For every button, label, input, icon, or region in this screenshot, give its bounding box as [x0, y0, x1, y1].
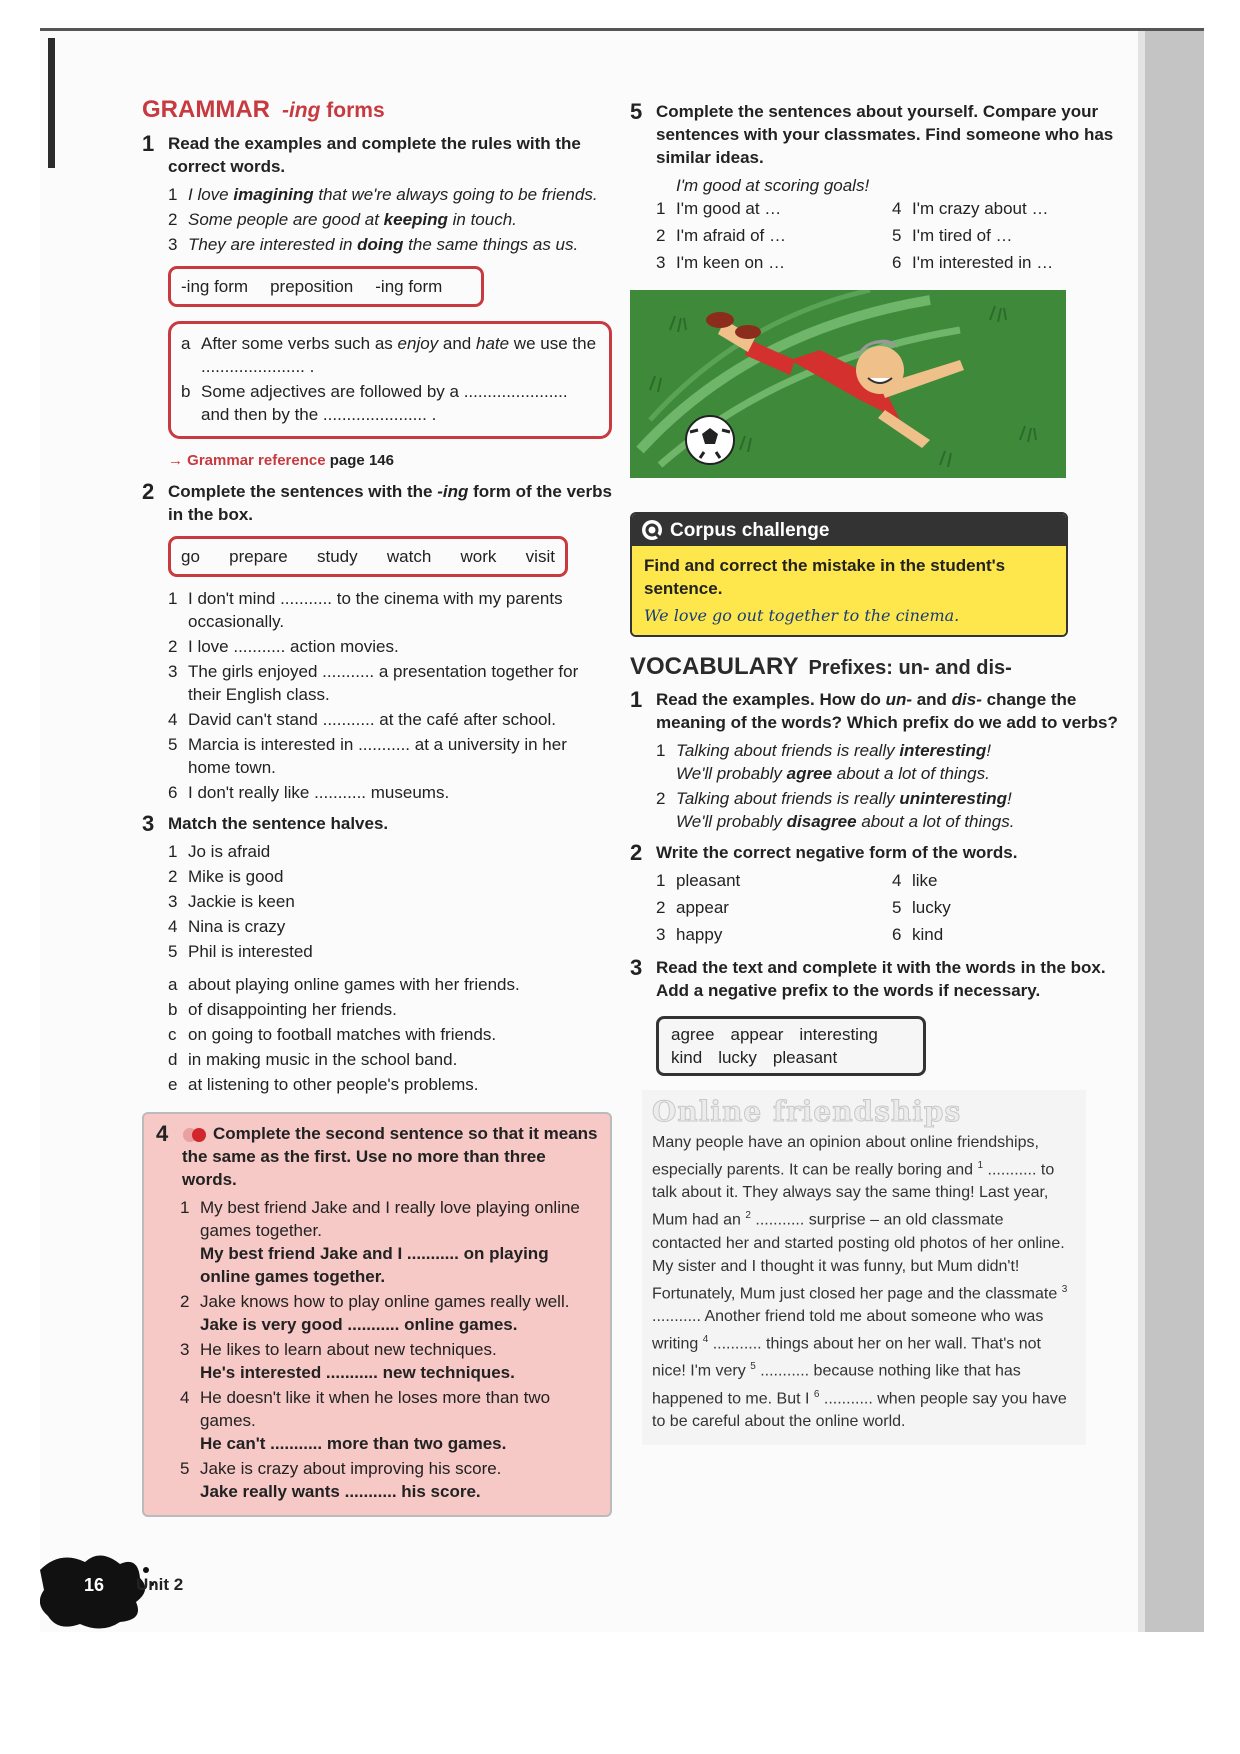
list-item: 1 Jo is afraid: [168, 842, 271, 861]
word-option: lucky: [718, 1048, 757, 1067]
student-sentence: We love go out together to the cinema.: [644, 606, 960, 625]
list-item: 6 I don't really like ........... museums.: [168, 783, 450, 802]
reading-title: Online friendships: [652, 1095, 962, 1128]
list-item: 3 The girls enjoyed ........... a presentation together for their English class.: [168, 662, 579, 704]
list-item: c on going to football matches with friends.: [168, 1025, 497, 1044]
word-option: go: [181, 547, 200, 566]
list-item: 2 I love ........... action movies.: [168, 637, 399, 656]
list-item: 4 like: [892, 871, 938, 890]
vocab-exercise-1-instruction: 1 Read the examples. How do un- and dis- change the meaning of the words? Which prefix do we add to verbs?: [630, 687, 1118, 732]
vocabulary-title: VOCABULARY: [630, 653, 799, 680]
list-item: b of disappointing her friends.: [168, 1000, 397, 1019]
top-edge: [40, 28, 1204, 31]
corpus-logo-icon: [640, 518, 666, 542]
list-item: 4 He doesn't like it when he loses more than two games. He can't ........... more than two games.: [180, 1388, 551, 1453]
word-option: pleasant: [772, 1048, 838, 1067]
exercise-3-endings: [168, 973, 612, 1096]
list-item: 5 Marcia is interested in ........... at a university in her home town.: [168, 735, 567, 777]
list-item: 1 I love imagining that we're always going to be friends.: [168, 185, 598, 204]
exercise-2-instruction: 2 Complete the sentences with the -ing form of the verbs in the box.: [142, 479, 612, 524]
vocab-exercise-3-instruction: 3 Read the text and complete it with the words in the box. Add a negative prefix to the words if necessary.: [630, 955, 1106, 1000]
exercise-number: 3: [630, 955, 643, 980]
word-row: [671, 1046, 911, 1069]
exercise-3-instruction: 3 Match the sentence halves.: [142, 811, 389, 836]
grammar-title: GRAMMAR: [142, 96, 270, 123]
word-option: -ing form: [375, 277, 443, 296]
grammar-subtitle: -ing forms: [281, 99, 385, 122]
word-option: work: [460, 547, 497, 566]
football-player-illustration: [630, 290, 1066, 478]
exam-task-box: [142, 1112, 612, 1517]
list-item: 4 David can't stand ........... at the café after school.: [168, 710, 556, 729]
list-item: e at listening to other people's problems.: [168, 1075, 479, 1094]
prefix-word-box: [656, 1016, 926, 1076]
scan-gutter: [1145, 31, 1204, 1632]
exercise-number: 1: [142, 131, 155, 156]
page-footer-splash: [40, 1550, 220, 1632]
word-option: prepare: [229, 547, 288, 566]
list-item: 3 They are interested in doing the same things as us.: [168, 235, 579, 254]
list-item: 5 Phil is interested: [168, 942, 313, 961]
list-item: a about playing online games with her friends.: [168, 975, 520, 994]
binding-mark: [48, 38, 55, 168]
list-item: 3 Jackie is keen: [168, 892, 295, 911]
list-item: 4 I'm crazy about …: [892, 199, 1049, 218]
list-item: 5 Jake is crazy about improving his score. Jake really wants ........... his score.: [180, 1459, 502, 1501]
exam-icon: [182, 1127, 208, 1143]
reading-text-box: [642, 1090, 1086, 1445]
word-option: watch: [386, 547, 432, 566]
exercise-number: 2: [142, 479, 155, 504]
exercise-number: 4: [156, 1121, 169, 1146]
word-option: study: [317, 547, 358, 566]
list-item: d in making music in the school band.: [168, 1050, 458, 1069]
list-item: 1 pleasant: [656, 871, 741, 890]
unit-label: Unit 2: [136, 1575, 184, 1594]
word-option: interesting: [799, 1025, 878, 1044]
list-item: 1 I'm good at …: [656, 199, 782, 218]
verb-box: [168, 536, 568, 577]
rule-item: a After some verbs such as enjoy and hate we use the ...................... .: [181, 334, 597, 376]
word-option: visit: [525, 547, 555, 566]
list-item: 1 I don't mind ........... to the cinema with my parents occasionally.: [168, 589, 563, 631]
right-column: [630, 98, 1130, 1445]
corpus-header: [632, 514, 1066, 546]
reading-paragraph: Many people have an opinion about online friendships, especially parents. It can be really boring and $^1$ ........... to talk about it. They always say the same thing! Last year, Mum had an $^2$ ........... surprise – an old classmate contacted her and started posting old photos of her online. My sister and I thought it was funny, but Mum didn't! Fortunately, Mum just closed her page and the classmate $^3$ ........... Another friend told me about someone who was writing $^4$ ........... things about her on her wall. That's not nice! I'm very $^5$ ........... because nothing like that has happened to me. But I $^6$ ........... when people say you have to be careful about the online world.: [652, 1134, 1068, 1430]
vocab-exercise-2-items: [656, 869, 1130, 948]
corpus-body: Find and correct the mistake in the student's sentence. We love go out together to the cinema.: [632, 546, 1066, 635]
grammar-heading: [142, 98, 612, 122]
word-row: [671, 1023, 911, 1046]
exercise-number: 1: [630, 687, 643, 712]
list-item: 6 I'm interested in …: [892, 253, 1054, 272]
arrow-right-icon: →: [168, 452, 183, 469]
exercise-3-starts: [168, 840, 612, 963]
list-item: 1 My best friend Jake and I really love playing online games together. My best friend Jake and I ........... on playing online games together.: [180, 1198, 580, 1286]
exercise-5-items: [656, 197, 1130, 276]
word-box: [168, 266, 484, 307]
list-item: 2 appear: [656, 898, 729, 917]
word-option: appear: [730, 1025, 784, 1044]
corpus-challenge-box: [630, 512, 1068, 637]
workbook-page: [40, 28, 1204, 1632]
list-item: 5 lucky: [892, 898, 951, 917]
rules-box: [168, 321, 612, 439]
word-option: -ing form: [181, 277, 249, 296]
vocab-exercise-2-instruction: 2 Write the correct negative form of the words.: [630, 840, 1018, 865]
word-option: agree: [671, 1025, 715, 1044]
exercise-number: 5: [630, 99, 643, 124]
exercise-number: 3: [142, 811, 155, 836]
list-item: 4 Nina is crazy: [168, 917, 286, 936]
example-sentence: I'm good at scoring goals!: [676, 176, 870, 195]
left-column: [142, 98, 612, 1517]
list-item: 1 Talking about friends is really interesting! We'll probably agree about a lot of things.: [656, 741, 991, 783]
exercise-5-instruction: 5 Complete the sentences about yourself. Compare your sentences with your classmates. Find someone who has similar ideas.: [630, 99, 1114, 167]
list-item: 2 I'm afraid of …: [656, 226, 787, 245]
page-number: 16: [84, 1575, 105, 1595]
vocab-exercise-1-examples: [656, 739, 1130, 833]
exercise-4-items: [180, 1196, 598, 1503]
exercise-1-examples: [168, 183, 612, 256]
exercise-2-items: [168, 587, 612, 804]
list-item: 2 Talking about friends is really uninteresting! We'll probably disagree about a lot of things.: [656, 789, 1015, 831]
list-item: 2 Jake knows how to play online games really well. Jake is very good ........... online games.: [180, 1292, 570, 1334]
vocabulary-heading: [630, 655, 1130, 680]
list-item: 3 He likes to learn about new techniques. He's interested ........... new techniques.: [180, 1340, 515, 1382]
exercise-number: 2: [630, 840, 643, 865]
list-item: 6 kind: [892, 925, 944, 944]
list-item: 5 I'm tired of …: [892, 226, 1013, 245]
vocabulary-subtitle: Prefixes: un- and dis-: [808, 657, 1012, 679]
list-item: 3 happy: [656, 925, 723, 944]
corpus-title: Corpus challenge: [670, 519, 830, 541]
rule-item: b Some adjectives are followed by a ...................... and then by the ...................... .: [181, 382, 568, 424]
list-item: 3 I'm keen on …: [656, 253, 786, 272]
word-option: kind: [671, 1048, 703, 1067]
list-item: 2 Some people are good at keeping in touch.: [168, 210, 517, 229]
word-option: preposition: [270, 277, 354, 296]
exercise-4-instruction: 4 Complete the second sentence so that it means the same as the first. Use no more than three words.: [156, 1121, 598, 1189]
exercise-1-instruction: 1 Read the examples and complete the rules with the correct words.: [142, 131, 581, 176]
list-item: 2 Mike is good: [168, 867, 284, 886]
grammar-reference-link[interactable]: → Grammar reference page 146: [168, 452, 394, 469]
